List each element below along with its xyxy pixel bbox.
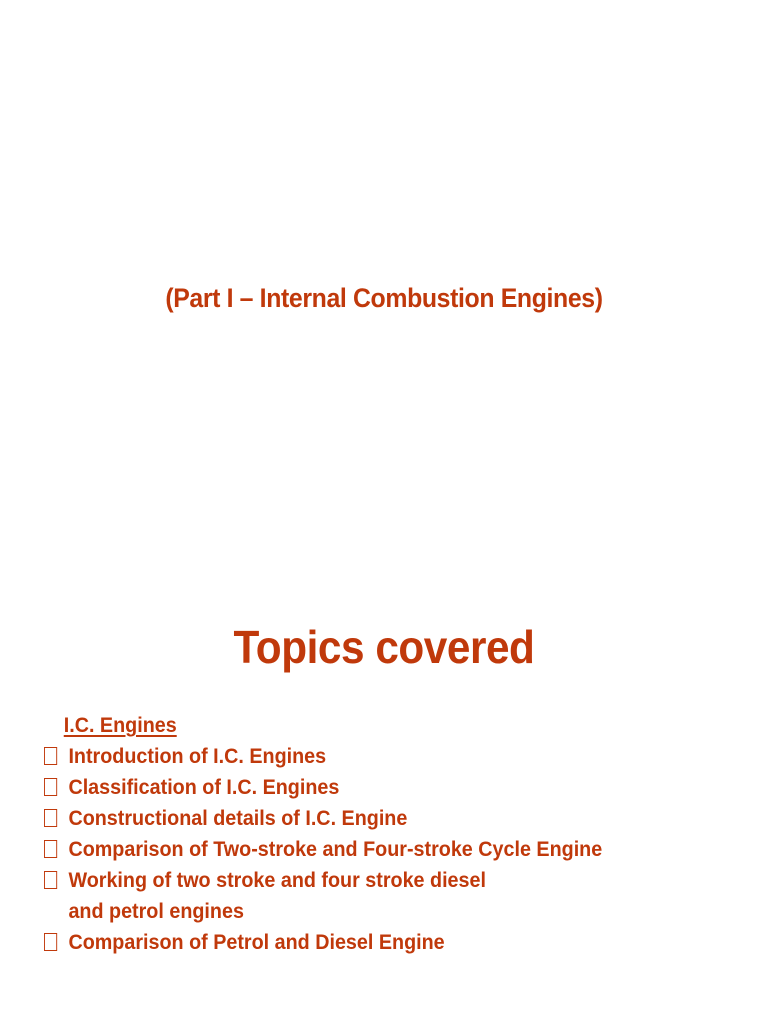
square-bullet-icon — [44, 840, 57, 858]
section-label: I.C. Engines — [63, 714, 177, 737]
document-subtitle: (Part I – Internal Combustion Engines) — [165, 283, 603, 313]
square-bullet-icon — [44, 778, 57, 796]
list-item — [44, 741, 702, 772]
list-item — [44, 772, 702, 803]
square-bullet-icon — [44, 747, 57, 765]
list-item-text: and petrol engines — [68, 900, 244, 923]
list-item-text: Comparison of Two-stroke and Four-stroke Cycle Engine — [68, 838, 603, 861]
list-item — [44, 803, 702, 834]
list-item-text: Classification of I.C. Engines — [68, 776, 340, 799]
list-item-text: Comparison of Petrol and Diesel Engine — [68, 931, 445, 954]
square-bullet-icon — [44, 871, 57, 889]
list-item — [44, 834, 702, 865]
list-item — [44, 865, 702, 896]
list-item-text: Introduction of I.C. Engines — [68, 745, 327, 768]
square-bullet-icon — [44, 809, 57, 827]
list-item — [44, 927, 702, 958]
list-item-continuation — [44, 896, 702, 927]
topics-list — [44, 710, 702, 958]
section-row — [44, 710, 702, 741]
square-bullet-icon — [44, 933, 57, 951]
topics-heading: Topics covered — [233, 621, 535, 673]
list-item-text: Constructional details of I.C. Engine — [68, 807, 408, 830]
list-item-text: Working of two stroke and four stroke diesel — [68, 869, 486, 892]
